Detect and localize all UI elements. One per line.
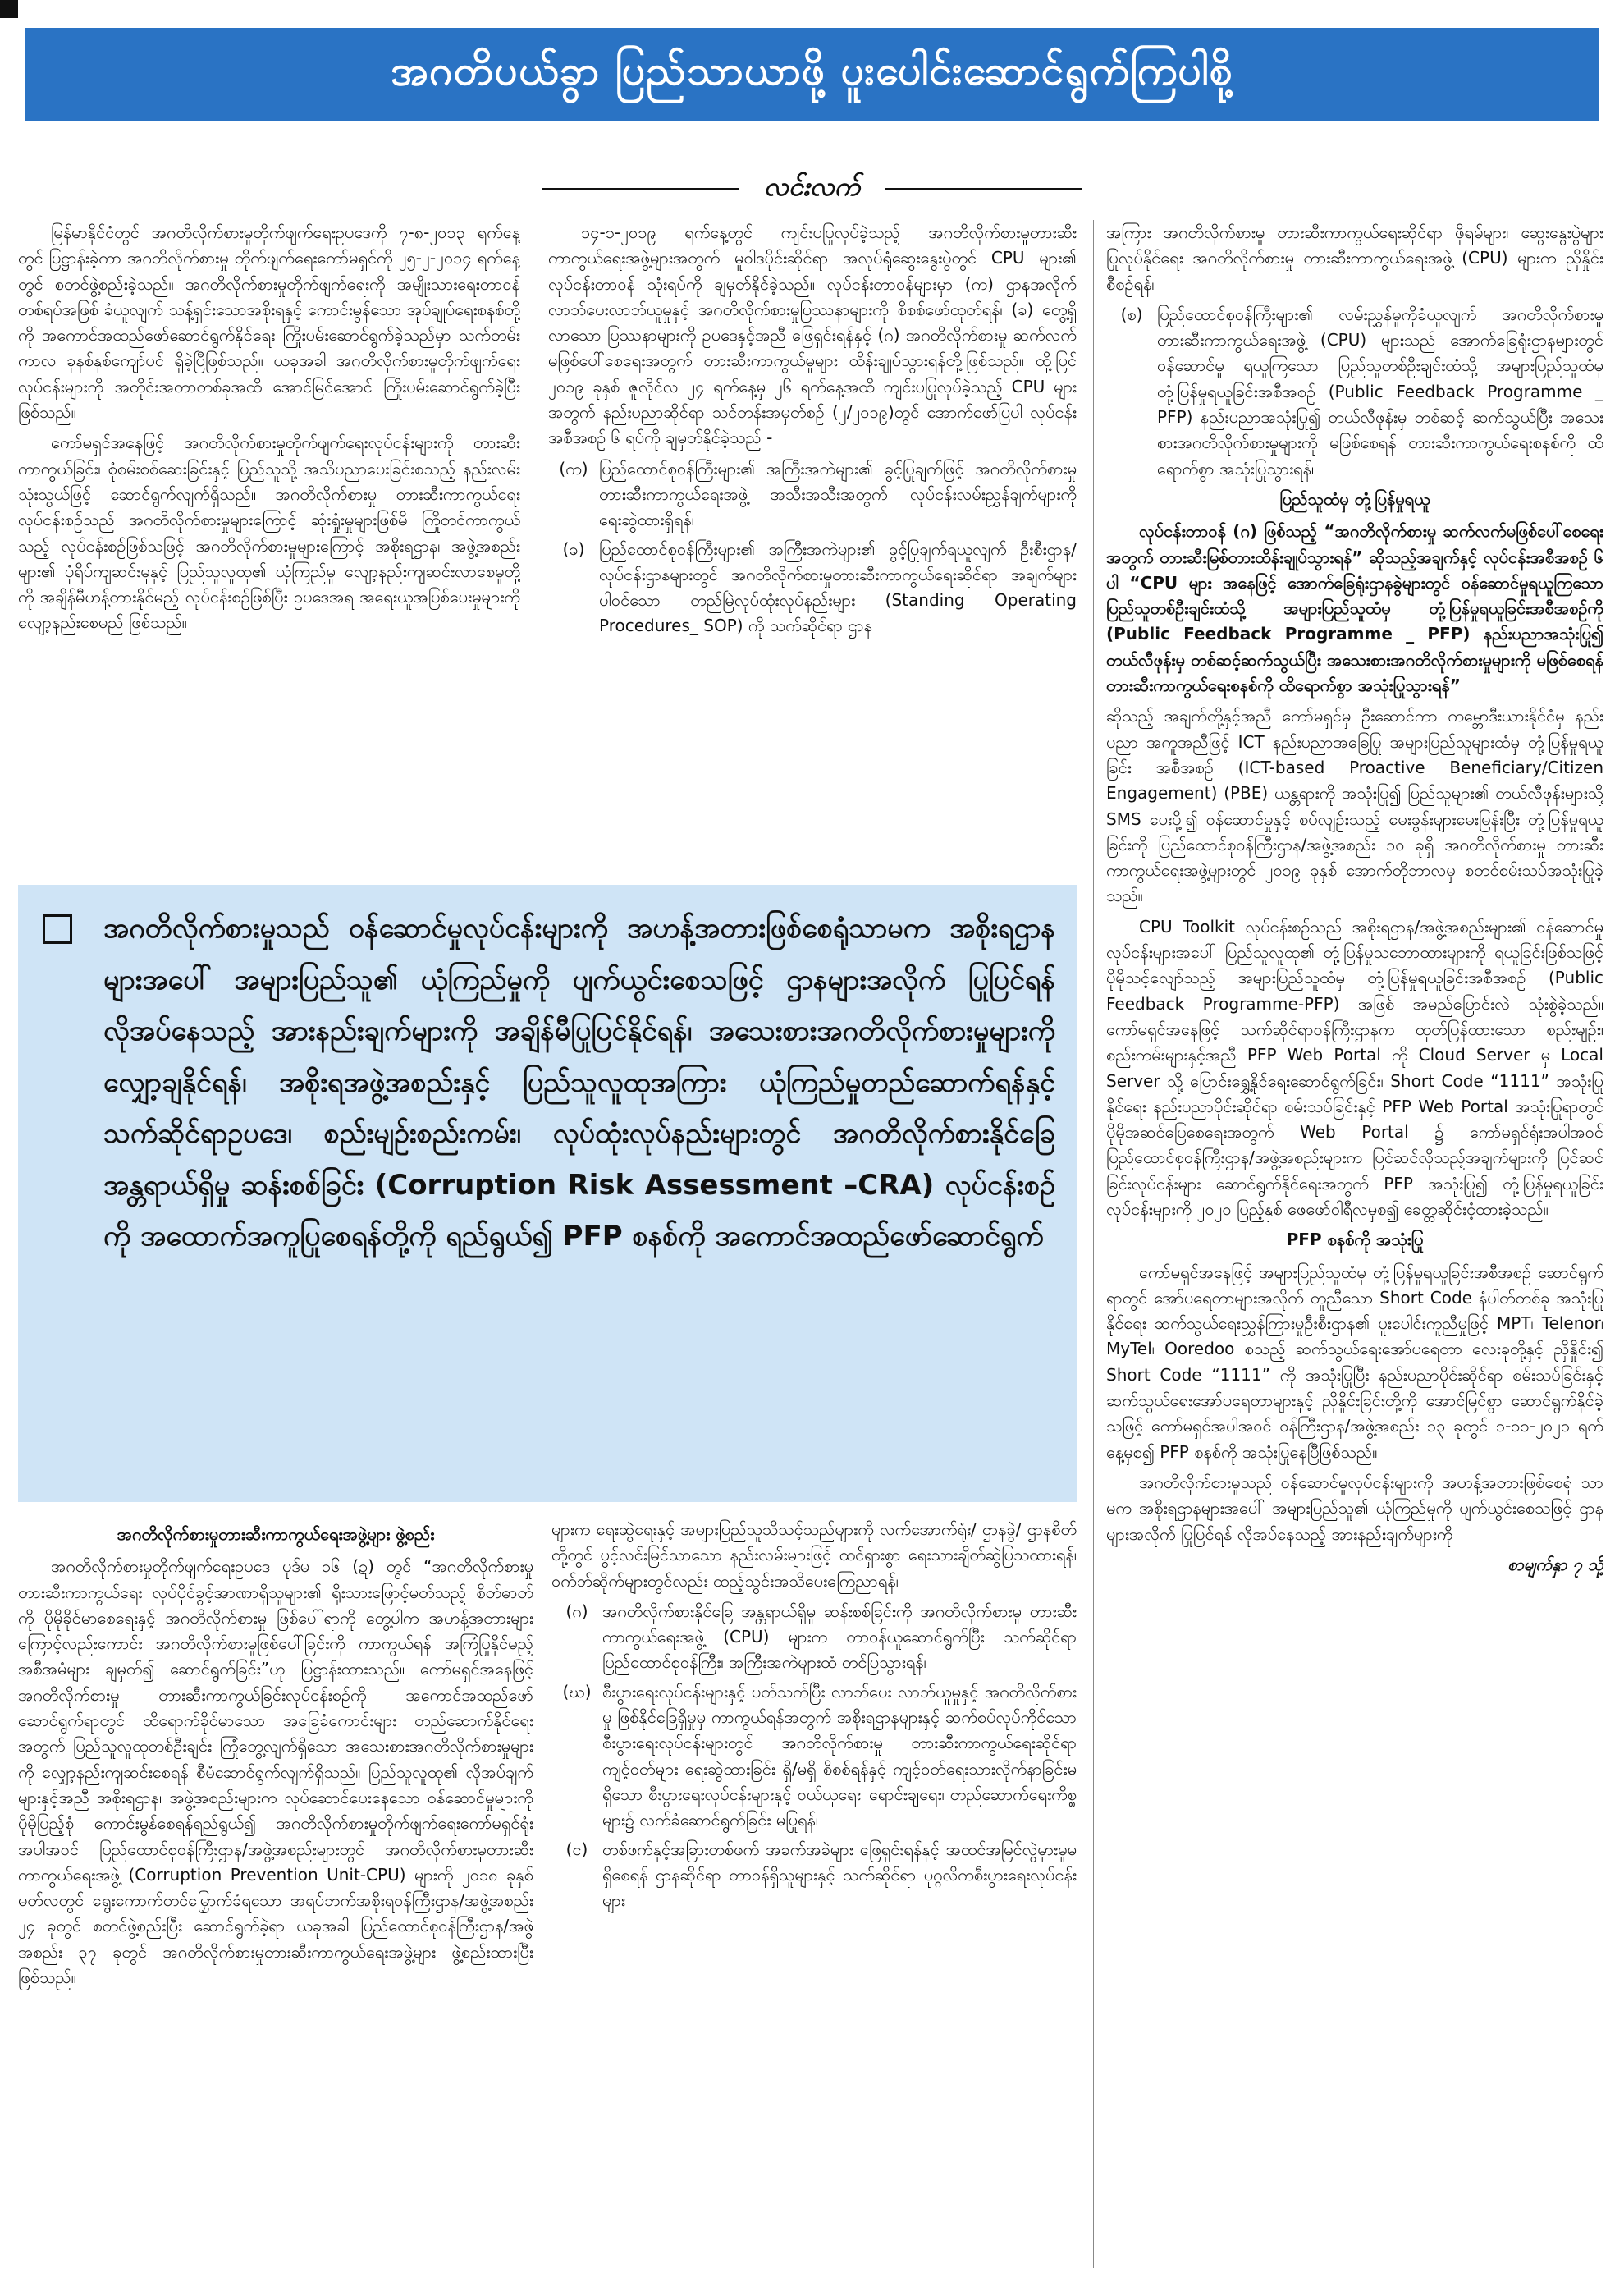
list-text: အဂတိလိုက်စားနိုင်ခြေ အန္တရာယ်ရှိမှု ဆန်းစစ်ခြင်းကို အဂတိလိုက်စားမှု တားဆီးကာကွယ်ရေးအဖွဲ့ (CPU) များက တာဝန်ယူဆောင်ရွက်ပြီး သက်ဆိုင်ရာ ပြည်ထောင်စုဝန်ကြီး၊ အကြီးအကဲများထံ တင်ပြသွားရန်၊ bbox=[602, 1601, 1077, 1673]
list-text: တစ်ဖက်နှင့်အခြားတစ်ဖက် အခက်အခဲများ ဖြေရှင်းရန်နှင့် အထင်အမြင်လွဲမှားမှုမရှိစေရန် ဌာနဆိုင်ရာ တာဝန်ရှိသူများနှင့် သက်ဆိုင်ရာ ပုဂ္ဂလိကစီးပွားရေးလုပ်ငန်းများ bbox=[602, 1839, 1077, 1911]
paragraph: CPU Toolkit လုပ်ငန်းစဉ်သည် အစိုးရဌာန/အဖွဲ့အစည်းများ၏ ဝန်ဆောင်မှုလုပ်ငန်းများအပေါ် ပြည်သူလူထု၏ တုံ့ပြန်မှုသဘောထားများကို ရယူခြင်းဖြစ်သဖြင့် ပိုမိုသင့်လျော်သည့် အများပြည်သူထံမှ တုံ့ပြန်မှုရယူခြင်းအစီအစဉ် (Public Feedback Programme-PFP) အဖြစ် အမည်ပြောင်းလဲ သုံးစွဲခဲ့သည်။ ကော်မရှင်အနေဖြင့် သက်ဆိုင်ရာဝန်ကြီးဌာနက ထုတ်ပြန်ထားသော စည်းမျဉ်း၊ စည်းကမ်းများနှင့်အညီ PFP Web Portal ကို Cloud Server မှ Local Server သို့ ပြောင်းရွှေ့နိုင်ရေးဆောင်ရွက်ခြင်း၊ Short Code “1111” အသုံးပြုနိုင်ရေး နည်းပညာပိုင်းဆိုင်ရာ စမ်းသပ်ခြင်းနှင့် PFP Web Portal အသုံးပြုရာတွင် ပိုမိုအဆင်ပြေစေရေးအတွက် Web Portal ၌ ကော်မရှင်ရုံးအပါအဝင် ပြည်ထောင်စုဝန်ကြီးဌာန/အဖွဲ့အစည်းများက ပြင်ဆင်လိုသည့်အချက်များကို ပြင်ဆင်ခြင်းလုပ်ငန်းများ ဆောင်ရွက်နိုင်ရေးအတွက် PFP အသုံးပြု၍ တုံ့ပြန်မှုရယူခြင်းလုပ်ငန်းများကို ၂၀၂၀ ပြည့်နှစ် ဖေဖော်ဝါရီလမှစ၍ ခေတ္တဆိုင်းငံ့ထားခဲ့သည်။ bbox=[1106, 916, 1603, 1219]
section-heading: ပြည်သူထံမှ တုံ့ပြန်မှုရယူ bbox=[1279, 488, 1430, 509]
list-item bbox=[551, 1837, 1077, 1914]
list-marker: (င) bbox=[565, 1839, 588, 1859]
list-item bbox=[551, 1679, 1077, 1834]
list-marker: (ဂ) bbox=[565, 1601, 588, 1621]
section-heading: အဂတိလိုက်စားမှုတားဆီးကာကွယ်ရေးအဖွဲ့များ ဖွဲ့စည်း bbox=[117, 1524, 435, 1544]
byline bbox=[0, 164, 1624, 213]
byline-rule-left bbox=[542, 188, 739, 190]
list-text: ပြည်ထောင်စုဝန်ကြီးများ၏ အကြီးအကဲများ၏ ခွင့်ပြုချက်ရယူလျက် ဦးစီးဌာန/လုပ်ငန်းဌာနများတွင် အဂတိလိုက်စားမှုတားဆီးကာကွယ်ရေးဆိုင်ရာ အချက်များပါဝင်သော တည်မြဲလုပ်ထုံးလုပ်နည်းများ (Standing Operating Procedures_ SOP) ကို သက်ဆိုင်ရာ ဌာန bbox=[599, 538, 1077, 636]
list-marker: (ဃ) bbox=[562, 1681, 592, 1702]
callout-text: အဂတိလိုက်စားမှုသည် ဝန်ဆောင်မှုလုပ်ငန်းများကို အဟန့်အတားဖြစ်စေရုံသာမက အစိုးရဌာနများအပေါ် အများပြည်သူ၏ ယုံကြည်မှုကို ပျက်ယွင်းစေသဖြင့် ဌာနများအလိုက် ပြုပြင်ရန် လိုအပ်နေသည့် အားနည်းချက်များကို အချိန်မီပြုပြင်နိုင်ရန်၊ အသေးစားအဂတိလိုက်စားမှုများကို လျှော့ချနိုင်ရန်၊ အစိုးရအဖွဲ့အစည်းနှင့် ပြည်သူလူထုအကြား ယုံကြည်မှုတည်ဆောက်ရန်နှင့် သက်ဆိုင်ရာဥပဒေ၊ စည်းမျဉ်းစည်းကမ်း၊ လုပ်ထုံးလုပ်နည်းများတွင် အဂတိလိုက်စားနိုင်ခြေ အန္တရာယ်ရှိမှု ဆန်းစစ်ခြင်း (Corruption Risk Assessment –CRA) လုပ်ငန်းစဉ်ကို အထောက်အကူပြုစေရန်တို့ကို ရည်ရွယ်၍ PFP စနစ်ကို အကောင်အထည်ဖော်ဆောင်ရွက် bbox=[103, 912, 1055, 1253]
column-1 bbox=[18, 220, 520, 860]
callout-box bbox=[18, 885, 1077, 1502]
column-divider bbox=[1093, 220, 1094, 2268]
list-item bbox=[1106, 302, 1603, 482]
paragraph: အဂတိလိုက်စားမှုသည် ဝန်ဆောင်မှုလုပ်ငန်းများကို အဟန့်အတားဖြစ်စေရုံ သာမက အစိုးရဌာနများအပေါ် အများပြည်သူ၏ ယုံကြည်မှုကို ပျက်ယွင်းစေသဖြင့် ဌာနများအလိုက် ပြုပြင်ရန် လိုအပ်နေသည့် အားနည်းချက်များကို bbox=[1106, 1472, 1603, 1544]
list-item bbox=[548, 456, 1077, 534]
list-marker: (က) bbox=[559, 458, 588, 479]
paragraph: မြန်မာနိုင်ငံတွင် အဂတိလိုက်စားမှုတိုက်ဖျက်ရေးဥပဒေကို ၇-၈-၂၀၁၃ ရက်နေ့တွင် ပြဋ္ဌာန်းခဲ့ကာ အဂတိလိုက်စားမှု တိုက်ဖျက်ရေးကော်မရှင်ကို ၂၅-၂-၂၀၁၄ ရက်နေ့တွင် စတင်ဖွဲ့စည်းခဲ့သည်။ အဂတိလိုက်စားမှုတိုက်ဖျက်ရေးကို အမျိုးသားရေးတာဝန်တစ်ရပ်အဖြစ် ခံယူလျက် သန့်ရှင်းသောအစိုးရနှင့် ကောင်းမွန်သော အုပ်ချုပ်ရေးစနစ်တို့ကို အကောင်အထည်ဖော်ဆောင်ရွက်နိုင်ရေး ကြိုးပမ်းဆောင်ရွက်ခဲ့သည်မှာ သက်တမ်းကာလ ခုနစ်နှစ်ကျော်ပင် ရှိခဲ့ပြီဖြစ်သည်။ ယခုအခါ အဂတိလိုက်စားမှုတိုက်ဖျက်ရေး လုပ်ငန်းများကို အတိုင်းအတာတစ်ခုအထိ အောင်မြင်အောင် ကြိုးပမ်းဆောင်ရွက်ခဲ့ပြီးဖြစ်သည်။ bbox=[18, 222, 520, 423]
paragraph: ကော်မရှင်အနေဖြင့် အများပြည်သူထံမှ တုံ့ပြန်မှုရယူခြင်းအစီအစဉ် ဆောင်ရွက်ရာတွင် အော်ပရေတာများအလိုက် တူညီသော Short Code နံပါတ်တစ်ခု အသုံးပြုနိုင်ရေး ဆက်သွယ်ရေးညွှန်ကြားမှုဦးစီးဌာန၏ ပူးပေါင်းကူညီမှုဖြင့် MPT၊ Telenor၊ MyTel၊ Ooredoo စသည့် ဆက်သွယ်ရေးအော်ပရေတာ လေးခုတို့နှင့် ညှိနှိုင်း၍ Short Code “1111” ကို အသုံးပြုပြီး နည်းပညာပိုင်းဆိုင်ရာ စမ်းသပ်ခြင်းနှင့် ဆက်သွယ်ရေးအော်ပရေတာများနှင့် ညှိနှိုင်းခြင်းတို့ကို အောင်မြင်စွာ ဆောင်ရွက်နိုင်ခဲ့သဖြင့် ကော်မရှင်အပါအဝင် ဝန်ကြီးဌာန/အဖွဲ့အစည်း ၁၃ ခုတွင် ၁-၁၁-၂၀၂၁ ရက်နေ့မှစ၍ PFP စနစ်ကို အသုံးပြုနေပြီဖြစ်သည်။ bbox=[1106, 1262, 1603, 1462]
list-marker: (စ) bbox=[1120, 304, 1143, 324]
column-2 bbox=[548, 220, 1077, 864]
paragraph: လုပ်ငန်းတာဝန် (ဂ) ဖြစ်သည့် “အဂတိလိုက်စားမှု ဆက်လက်မဖြစ်ပေါ်စေရေးအတွက် တားဆီးမြစ်တားထိန်းချုပ်သွားရန်” ဆိုသည့်အချက်နှင့် လုပ်ငန်းအစီအစဉ် ၆ ပါ “CPU များ အနေဖြင့် အောက်ခြေရုံးဌာနခွဲများတွင် ဝန်ဆောင်မှုရယူကြသော ပြည်သူတစ်ဦးချင်းထံသို့ အများပြည်သူထံမှ တုံ့ပြန်မှုရယူခြင်းအစီအစဉ်ကို (Public Feedback Programme _ PFP) နည်းပညာအသုံးပြု၍ တယ်လီဖုန်းမှ တစ်ဆင့်ဆက်သွယ်ပြီး အသေးစားအဂတိလိုက်စားမှုများကို မဖြစ်စေရန် တားဆီးကာကွယ်ရေးစနစ်ကို ထိရောက်စွာ အသုံးပြုသွားရန်” bbox=[1106, 521, 1603, 696]
paragraph: ၁၄-၁-၂၀၁၉ ရက်နေ့တွင် ကျင်းပပြုလုပ်ခဲ့သည့် အဂတိလိုက်စားမှုတားဆီးကာကွယ်ရေးအဖွဲ့များအတွက် မူဝါဒပိုင်းဆိုင်ရာ အလုပ်ရုံဆွေးနွေးပွဲတွင် CPU များ၏ လုပ်ငန်းတာဝန် သုံးရပ်ကို ချမှတ်နိုင်ခဲ့သည်။ လုပ်ငန်းတာဝန်များမှာ (က) ဌာနအလိုက် လာဘ်ပေးလာဘ်ယူမှုနှင့် အဂတိလိုက်စားမှုပြဿနာများကို စိစစ်ဖော်ထုတ်ရန်၊ (ခ) တွေ့ရှိလာသော ပြဿနာများကို ဥပဒေနှင့်အညီ ဖြေရှင်းရန်နှင့် (ဂ) အဂတိလိုက်စားမှု ဆက်လက်မဖြစ်ပေါ်စေရေးအတွက် တားဆီးကာကွယ်မှုများ ထိန်းချုပ်သွားရန်တို့ဖြစ်သည်။ ထို့ပြင် ၂၀၁၉ ခုနှစ် ဇူလိုင်လ ၂၄ ရက်နေ့မှ ၂၆ ရက်နေ့အထိ ကျင်းပပြုလုပ်ခဲ့သည့် CPU များအတွက် နည်းပညာဆိုင်ရာ သင်တန်းအမှတ်စဉ် (၂/၂၀၁၉)တွင် အောက်ဖော်ပြပါ လုပ်ငန်းအစီအစဉ် ၆ ရပ်ကို ချမှတ်နိုင်ခဲ့သည် - bbox=[548, 222, 1077, 448]
column-3 bbox=[1106, 220, 1603, 2268]
column-4 bbox=[18, 1517, 533, 2272]
list-text: စီးပွားရေးလုပ်ငန်းများနှင့် ပတ်သက်ပြီး လာဘ်ပေး လာဘ်ယူမှုနှင့် အဂတိလိုက်စားမှု ဖြစ်နိုင်ခြေရှိမှုမှ ကာကွယ်ရန်အတွက် အစိုးရဌာနများနှင့် ဆက်စပ်လုပ်ကိုင်သော စီးပွားရေးလုပ်ငန်းများတွင် အဂတိလိုက်စားမှု တားဆီးကာကွယ်ရေးဆိုင်ရာ ကျင့်ဝတ်များ ရေးဆွဲထားခြင်း ရှိ/မရှိ စိစစ်ရန်နှင့် ကျင့်ဝတ်ရေးသားလိုက်နာခြင်းမရှိသော စီးပွားရေးလုပ်ငန်းများနှင့် ဝယ်ယူရေး၊ ရောင်းချရေး၊ တည်ဆောက်ရေးကိစ္စများ၌ လက်ခံဆောင်ရွက်ခြင်း မပြုရန်၊ bbox=[602, 1681, 1077, 1830]
section-heading: PFP စနစ်ကို အသုံးပြု bbox=[1286, 1230, 1424, 1250]
paragraph: အကြား အဂတိလိုက်စားမှု တားဆီးကာကွယ်ရေးဆိုင်ရာ ဖိုရမ်များ၊ ဆွေးနွေးပွဲများ ပြုလုပ်နိုင်ရေး အဂတိလိုက်စားမှု တားဆီးကာကွယ်ရေးအဖွဲ့ (CPU) များက ညှိနှိုင်းစီစဉ်ရန်၊ bbox=[1106, 222, 1603, 294]
paragraph: များက ရေးဆွဲရေးနှင့် အများပြည်သူသိသင့်သည်များကို လက်အောက်ရုံး/ ဌာနခွဲ/ ဌာနစိတ်တို့တွင် ပွင့်လင်းမြင်သာသော နည်းလမ်းများဖြင့် ထင်ရှားစွာ ရေးသားချိတ်ဆွဲပြသထားရန်၊ ဝက်ဘ်ဆိုက်များတွင်လည်း ထည့်သွင်းအသိပေးကြေညာရန်၊ bbox=[551, 1519, 1077, 1591]
list-text: ပြည်ထောင်စုဝန်ကြီးများ၏ အကြီးအကဲများ၏ ခွင့်ပြုချက်ဖြင့် အဂတိလိုက်စားမှုတားဆီးကာကွယ်ရေးအဖွဲ့ အသီးအသီးအတွက် လုပ်ငန်းလမ်းညွှန်ချက်များကို ရေးဆွဲထားရှိရန်၊ bbox=[599, 458, 1077, 530]
paragraph: ကော်မရှင်အနေဖြင့် အဂတိလိုက်စားမှုတိုက်ဖျက်ရေးလုပ်ငန်းများကို တားဆီးကာကွယ်ခြင်း၊ စုံစမ်းစစ်ဆေးခြင်းနှင့် ပြည်သူသို့ အသိပညာပေးခြင်းစသည့် နည်းလမ်းသုံးသွယ်ဖြင့် ဆောင်ရွက်လျက်ရှိသည်။ အဂတိလိုက်စားမှု တားဆီးကာကွယ်ရေးလုပ်ငန်းစဉ်သည် အဂတိလိုက်စားမှုများကြောင့် ဆုံးရှုံးမှုများဖြစ်မိ ကြိုတင်ကာကွယ်သည့် လုပ်ငန်းစဉ်ဖြစ်သဖြင့် အဂတိလိုက်စားမှုများကြောင့် အစိုးရဌာန၊ အဖွဲ့အစည်းများ၏ ပုံရိပ်ကျဆင်းမှုနှင့် ပြည်သူလူထု၏ ယုံကြည်မှု လျော့နည်းကျဆင်းလာစေမှုတို့ကို အချိန်မီဟန့်တားနိုင်မည့် လုပ်ငန်းစဉ်ဖြစ်ပြီး ဥပဒေအရ အရေးယူအပြစ်ပေးမှုများကို လျော့နည်းစေမည် ဖြစ်သည်။ bbox=[18, 433, 520, 633]
list-item bbox=[548, 537, 1077, 639]
author-name: လင်းလက် bbox=[763, 171, 861, 202]
list-text: ပြည်ထောင်စုဝန်ကြီးများ၏ လမ်းညွှန်မှုကိုခံယူလျက် အဂတိလိုက်စားမှု တားဆီးကာကွယ်ရေးအဖွဲ့ (CPU) များသည် အောက်ခြေရုံးဌာနများတွင် ဝန်ဆောင်မှု ရယူကြသော ပြည်သူတစ်ဦးချင်းထံသို့ အများပြည်သူထံမှ တုံ့ပြန်မှုရယူခြင်းအစီအစဉ် (Public Feedback Programme _ PFP) နည်းပညာအသုံးပြု၍ တယ်လီဖုန်းမှ တစ်ဆင့် ဆက်သွယ်ပြီး အသေးစားအဂတိလိုက်စားမှုများကို မဖြစ်စေရန် တားဆီးကာကွယ်ရေးစနစ်ကို ထိရောက်စွာ အသုံးပြုသွားရန်။ bbox=[1157, 304, 1603, 479]
page-title: အဂတိပယ်ခွာ ပြည်သာယာဖို့ ပူးပေါင်းဆောင်ရွက်ကြပါစို့ bbox=[25, 28, 1599, 121]
continued-note: စာမျက်နှာ ၇ သို့ bbox=[1507, 1554, 1603, 1574]
paragraph: အဂတိလိုက်စားမှုတိုက်ဖျက်ရေးဥပဒေ ပုဒ်မ ၁၆ (ဍ) တွင် “အဂတိလိုက်စားမှုတားဆီးကာကွယ်ရေး လုပ်ပိုင်ခွင့်အာဏာရှိသူများ၏ ရိုးသားဖြောင့်မတ်သည့် စိတ်ဓာတ်ကို ပိုမိုခိုင်မာစေရေးနှင့် အဂတိလိုက်စားမှု ဖြစ်ပေါ်ရာကို တွေ့ပါက အဟန့်အတားများ ကြောင့်လည်းကောင်း အဂတိလိုက်စားမှုဖြစ်ပေါ်ခြင်းကို ကာကွယ်ရန် အကြံပြုနိုင်မည့် အစီအမံများ ချမှတ်၍ ဆောင်ရွက်ခြင်း”ဟု ပြဋ္ဌာန်းထားသည်။ ကော်မရှင်အနေဖြင့် အဂတိလိုက်စားမှု တားဆီးကာကွယ်ခြင်းလုပ်ငန်းစဉ်ကို အကောင်အထည်ဖော် ဆောင်ရွက်ရာတွင် ထိရောက်ခိုင်မာသော အခြေခံကောင်းများ တည်ဆောက်နိုင်ရေးအတွက် ပြည်သူလူထုတစ်ဦးချင်း ကြုံတွေ့လျက်ရှိသော အသေးစားအဂတိလိုက်စားမှုများကို လျှော့နည်းကျဆင်းစေရန် စီမံဆောင်ရွက်လျက်ရှိသည်။ ပြည်သူလူထု၏ လိုအပ်ချက်များနှင့်အညီ အစိုးရဌာန၊ အဖွဲ့အစည်းများက လုပ်ဆောင်ပေးနေသော ဝန်ဆောင်မှုများကို ပိုမိုပြည့်စုံ ကောင်းမွန်စေရန်ရည်ရွယ်၍ အဂတိလိုက်စားမှုတိုက်ဖျက်ရေးကော်မရှင်ရုံးအပါအဝင် ပြည်ထောင်စုဝန်ကြီးဌာန/အဖွဲ့အစည်းများတွင် အဂတိလိုက်စားမှုတားဆီးကာကွယ်ရေးအဖွဲ့ (Corruption Prevention Unit-CPU) များကို ၂၀၁၈ ခုနှစ် မတ်လတွင် ရွေးကောက်တင်မြှောက်ခံရသော အရပ်ဘက်အစိုးရဝန်ကြီးဌာန/အဖွဲ့အစည်း ၂၄ ခုတွင် စတင်ဖွဲ့စည်းပြီး ဆောင်ရွက်ခဲ့ရာ ယခုအခါ ပြည်ထောင်စုဝန်ကြီးဌာန/အဖွဲ့အစည်း ၃၇ ခုတွင် အဂတိလိုက်စားမှုတားဆီးကာကွယ်ရေးအဖွဲ့များ ဖွဲ့စည်းထားပြီး ဖြစ်သည်။ bbox=[18, 1556, 533, 1988]
corner-mark bbox=[0, 0, 18, 18]
column-5 bbox=[551, 1517, 1077, 2272]
checkbox-square-icon bbox=[43, 914, 72, 944]
list-item bbox=[551, 1599, 1077, 1676]
list-marker: (ခ) bbox=[562, 538, 585, 559]
byline-rule-right bbox=[885, 188, 1082, 190]
paragraph: ဆိုသည့် အချက်တို့နှင့်အညီ ကော်မရှင်မှ ဦးဆောင်ကာ ကမ္ဘောဒီးယားနိုင်ငံမှ နည်းပညာ အကူအညီဖြင့် ICT နည်းပညာအခြေပြု အများပြည်သူများထံမှ တုံ့ပြန်မှုရယူခြင်း အစီအစဉ် (ICT-based Proactive Beneficiary/Citizen Engagement) (PBE) ယန္တရားကို အသုံးပြု၍ ပြည်သူများ၏ တယ်လီဖုန်းများသို့ SMS ပေးပို့၍ ဝန်ဆောင်မှုနှင့် စပ်လျဉ်းသည့် မေးခွန်းများမေးမြန်းပြီး တုံ့ပြန်မှုရယူခြင်းကို ပြည်ထောင်စုဝန်ကြီးဌာန/အဖွဲ့အစည်း ၁၀ ခုရှိ အဂတိလိုက်စားမှု တားဆီးကာကွယ်ရေးအဖွဲ့များတွင် ၂၀၁၉ ခုနှစ် အောက်တိုဘာလမှ စတင်စမ်းသပ်အသုံးပြုခဲ့သည်။ bbox=[1106, 706, 1603, 906]
